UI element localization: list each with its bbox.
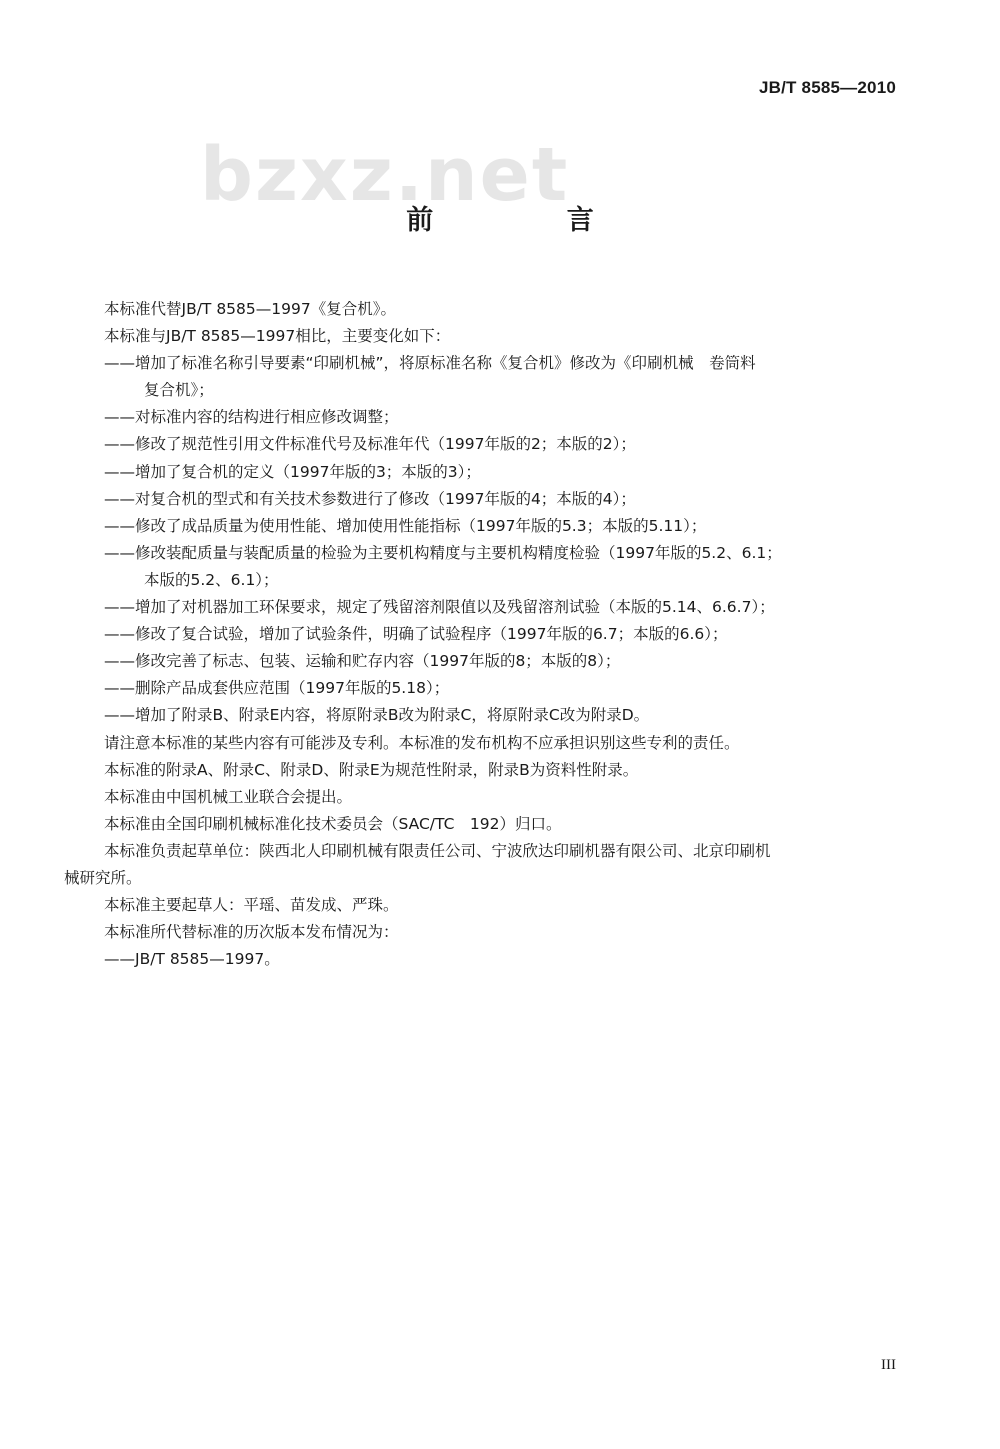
standard-code: JB/T 8585—2010	[759, 78, 896, 97]
text-line: 请注意本标准的某些内容有可能涉及专利。本标准的发布机构不应承担识别这些专利的责任。	[104, 733, 740, 752]
page-number: III	[881, 1357, 896, 1373]
list-item: ——修改了复合试验，增加了试验条件，明确了试验程序（1997年版的6.7；本版的6.6）；	[104, 625, 728, 644]
list-item: ——删除产品成套供应范围（1997年版的5.18）；	[104, 679, 450, 698]
text-line: 本标准由全国印刷机械标准化技术委员会（SAC/TC 192）归口。	[104, 814, 562, 833]
page-title: 前 言	[406, 205, 656, 236]
text-line: 本标准主要起草人：平瑶、苗发成、严珠。	[104, 896, 399, 915]
list-item-continuation: 复合机》；	[144, 381, 214, 400]
list-item: ——修改了规范性引用文件标准代号及标准年代（1997年版的2；本版的2）；	[104, 435, 636, 454]
list-item: ——修改了成品质量为使用性能、增加使用性能指标（1997年版的5.3；本版的5.11）；	[104, 516, 707, 535]
list-item: ——修改完善了标志、包装、运输和贮存内容（1997年版的8；本版的8）；	[104, 652, 621, 671]
list-item: ——增加了复合机的定义（1997年版的3；本版的3）；	[104, 462, 481, 481]
list-item: ——增加了附录B、附录E内容，将原附录B改为附录C，将原附录C改为附录D。	[104, 706, 650, 725]
list-item: ——增加了对机器加工环保要求，规定了残留溶剂限值以及残留溶剂试验（本版的5.14、6.6.7）；	[104, 598, 775, 617]
text-line: 本标准代替JB/T 8585—1997《复合机》。	[104, 300, 396, 318]
list-item-continuation: 本版的5.2、6.1）；	[144, 570, 279, 589]
text-line: 本标准负责起草单位：陕西北人印刷机械有限责任公司、宁波欣达印刷机器有限公司、北京印刷机	[104, 841, 771, 860]
list-item: ——对复合机的型式和有关技术参数进行了修改（1997年版的4；本版的4）；	[104, 489, 636, 508]
text-line-continuation: 械研究所。	[64, 868, 142, 887]
list-item: ——增加了标准名称引导要素“印刷机械”，将原标准名称《复合机》修改为《印刷机械 卷筒料	[104, 354, 756, 373]
foreword-body	[64, 296, 900, 973]
text-line: 本标准与JB/T 8585—1997相比，主要变化如下：	[104, 327, 451, 346]
text-line: 本标准由中国机械工业联合会提出。	[104, 787, 353, 806]
text-line: 本标准的附录A、附录C、附录D、附录E为规范性附录，附录B为资料性附录。	[104, 760, 639, 779]
list-item: ——对标准内容的结构进行相应修改调整；	[104, 408, 399, 427]
list-item: ——JB/T 8585—1997。	[104, 950, 280, 969]
list-item: ——修改装配质量与装配质量的检验为主要机构精度与主要机构精度检验（1997年版的5.2、6.1；	[104, 543, 782, 562]
text-line: 本标准所代替标准的历次版本发布情况为：	[104, 923, 399, 942]
watermark: bzxz.net	[200, 132, 570, 218]
